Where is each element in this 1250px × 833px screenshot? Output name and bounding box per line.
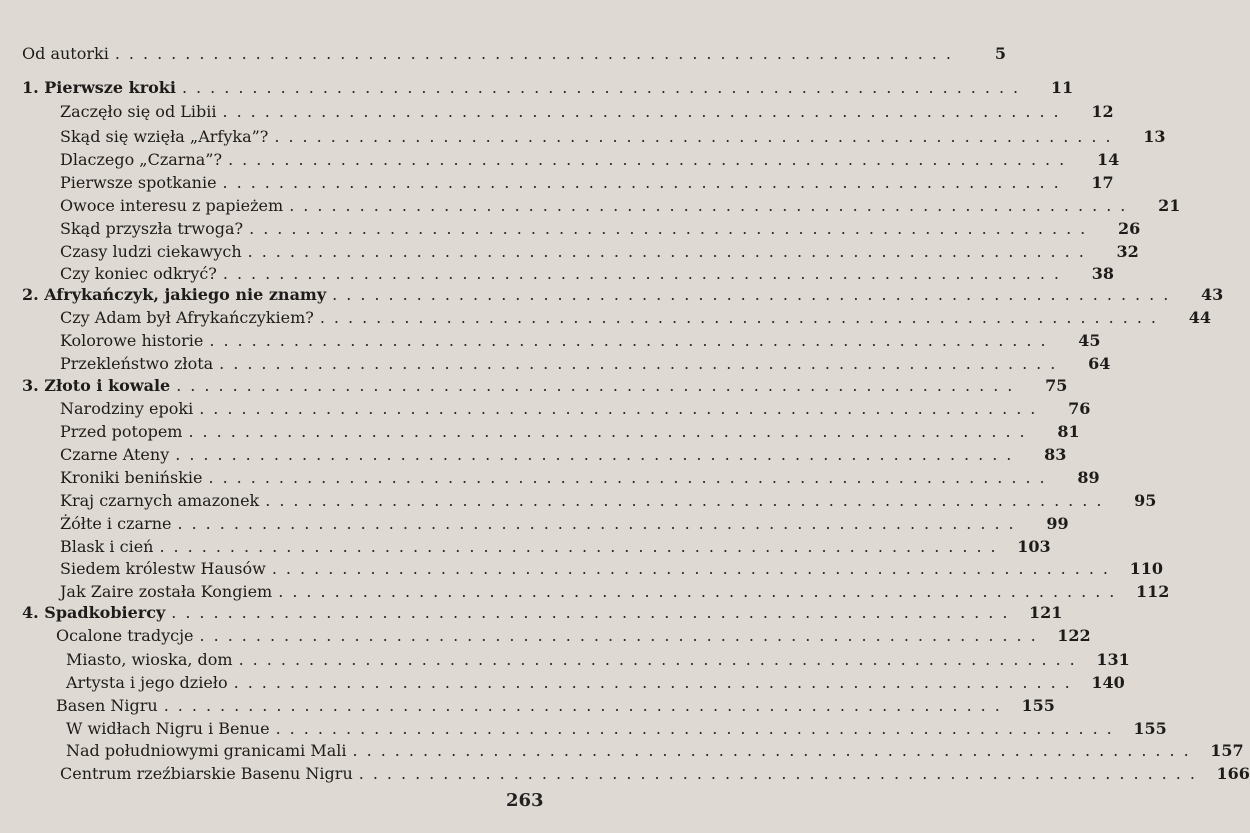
dot-leader: ............................................................ [188,422,1034,441]
toc-entry [0,100,1114,124]
toc-entry-title: Zaczęło się od Libii [60,102,217,121]
toc-entry-title: 2. Afrykańczyk, jakiego nie znamy [22,285,327,304]
toc-page-number: 155 [1133,719,1167,738]
toc-entry [0,648,1130,672]
dot-leader: ............................................................ [114,44,960,63]
toc-entry-title: Od autorki [22,44,109,63]
toc-page-number: 157 [1210,741,1244,760]
toc-entry [0,694,1055,718]
dot-leader: ............................................................ [275,719,1121,738]
toc-entry [0,762,1250,786]
toc-page-number: 11 [1050,78,1074,97]
page-number: 263 [506,790,544,811]
dot-leader: ............................................................ [163,696,1009,715]
toc-page-number: 110 [1129,559,1163,578]
toc-entry-title: Przekleństwo złota [60,354,214,373]
dot-leader: ............................................................ [208,468,1054,487]
toc-entry-title: Kraj czarnych amazonek [60,491,260,510]
toc-entry [0,329,1101,353]
dot-leader: ............................................................ [222,173,1068,192]
toc-entry [0,397,1091,421]
toc-entry [0,739,1244,763]
toc-entry-title: 4. Spadkobiercy [22,603,166,622]
dot-leader: ............................................................ [222,264,1069,283]
toc-entry-title: 3. Złoto i kowale [22,376,171,395]
toc-entry-title: Czarne Ateny [60,445,170,464]
toc-page-number: 12 [1091,102,1114,121]
toc-entry-title: W widłach Nigru i Benue [66,719,270,738]
dot-leader: ............................................................ [176,376,1022,395]
toc-entry-title: Czy Adam był Afrykańczykiem? [60,308,314,327]
toc-page-number: 103 [1017,537,1051,556]
dot-leader: ............................................................ [358,764,1204,783]
toc-entry-title: Dlaczego „Czarna”? [60,150,223,169]
toc-entry [0,557,1163,581]
toc-page-number: 76 [1068,399,1091,418]
toc-entry-title: Narodziny epoki [60,399,194,418]
toc-page-number: 89 [1077,468,1100,487]
toc-entry-title: Siedem królestw Hausów [60,559,266,578]
toc-entry [0,217,1141,241]
dot-leader: ............................................................ [265,491,1111,510]
dot-leader: ............................................................ [238,650,1084,669]
dot-leader: ............................................................ [319,308,1165,327]
toc-entry [0,148,1120,172]
dot-leader: ............................................................ [175,445,1021,464]
toc-entry-title: Jak Zaire została Kongiem [60,582,273,601]
toc-entry [0,420,1080,444]
toc-entry-title: Ocalone tradycje [56,626,194,645]
toc-entry [0,717,1167,741]
toc-page-number: 122 [1057,626,1091,645]
toc-entry [0,466,1100,490]
toc-entry [0,443,1067,467]
toc-page-number: 17 [1091,173,1114,192]
toc-entry [0,240,1139,264]
toc-entry [0,194,1181,218]
toc-chapter-entry [0,601,1063,625]
toc-entry-title: Żółte i czarne [60,514,172,533]
toc-page-number: 26 [1118,219,1141,238]
toc-page-number: 140 [1091,673,1125,692]
dot-leader: ............................................................ [247,242,1093,261]
dot-leader: ............................................................ [199,399,1045,418]
toc-entry [0,624,1091,648]
dot-leader: ............................................................ [219,354,1065,373]
toc-entry-title: Artysta i jego dzieło [66,673,228,692]
toc-page-number: 155 [1021,696,1055,715]
toc-page-number: 14 [1096,150,1120,169]
toc-page-number: 99 [1046,514,1069,533]
toc-entry [0,171,1114,195]
toc-page-number: 83 [1044,445,1067,464]
dot-leader: ............................................................ [332,285,1178,304]
toc-entry [0,535,1051,559]
toc-entry [0,306,1211,330]
dot-leader: ............................................................ [249,219,1095,238]
toc-entry-title: Skąd się wzięła „Arfyka”? [60,127,269,146]
toc-entry-title: Czy koniec odkryć? [60,264,217,283]
toc-entry-title: Pierwsze spotkanie [60,173,217,192]
dot-leader: ............................................................ [177,514,1023,533]
toc-entry-title: Przed potopem [60,422,183,441]
toc-page-number: 44 [1188,308,1211,327]
toc-entry-title: Basen Nigru [56,696,158,715]
toc-page-number: 166 [1216,764,1250,783]
toc-entry-title: Kroniki benińskie [60,468,203,487]
toc-page-number: 43 [1201,285,1224,304]
toc-chapter-entry [0,283,1224,307]
toc-page-number: 64 [1088,354,1111,373]
dot-leader: ............................................................ [228,150,1074,169]
toc-page-number: 13 [1143,127,1166,146]
toc-entry-title: Czasy ludzi ciekawych [60,242,242,261]
toc-entry-title: Miasto, wioska, dom [66,650,233,669]
dot-leader: ............................................................ [278,582,1124,601]
toc-entry-title: Owoce interesu z papieżem [60,196,284,215]
dot-leader: ............................................................ [222,102,1068,121]
toc-page-number: 112 [1135,582,1170,601]
dot-leader: ............................................................ [181,78,1028,97]
toc-page-number: 131 [1096,650,1130,669]
toc-entry-title: Centrum rzeźbiarskie Basenu Nigru [60,764,353,783]
toc-page-number: 75 [1045,376,1068,395]
toc-entry-title: Blask i cień [60,537,154,556]
dot-leader: ............................................................ [289,196,1135,215]
toc-entry-title: Skąd przyszła trwoga? [60,219,244,238]
toc-entry-title: Kolorowe historie [60,331,204,350]
toc-page-number: 121 [1029,603,1063,622]
toc-entry-title: 1. Pierwsze kroki [22,78,176,97]
dot-leader: ............................................................ [199,626,1045,645]
toc-chapter-entry [0,374,1068,398]
dot-leader: ............................................................ [233,673,1079,692]
toc-page-number: 38 [1091,264,1115,283]
dot-leader: ............................................................ [274,127,1120,146]
dot-leader: ............................................................ [171,603,1017,622]
toc-page-number: 95 [1134,491,1157,510]
toc-page-number: 32 [1116,242,1139,261]
dot-leader: ............................................................ [352,741,1198,760]
toc-entry [0,489,1157,513]
dot-leader: ............................................................ [271,559,1117,578]
toc-page-number: 81 [1057,422,1080,441]
toc-page-number: 21 [1158,196,1181,215]
toc-entry [0,125,1166,149]
toc-page-number: 45 [1078,331,1101,350]
dot-leader: ............................................................ [209,331,1055,350]
toc-entry [0,512,1069,536]
toc-entry-title: Nad południowymi granicami Mali [66,741,347,760]
toc-page-number: 5 [994,44,1006,63]
toc-chapter-entry [0,76,1074,100]
toc-entry [0,671,1125,695]
dot-leader: ............................................................ [159,537,1005,556]
toc-entry [0,42,1006,66]
toc-entry [0,352,1111,376]
